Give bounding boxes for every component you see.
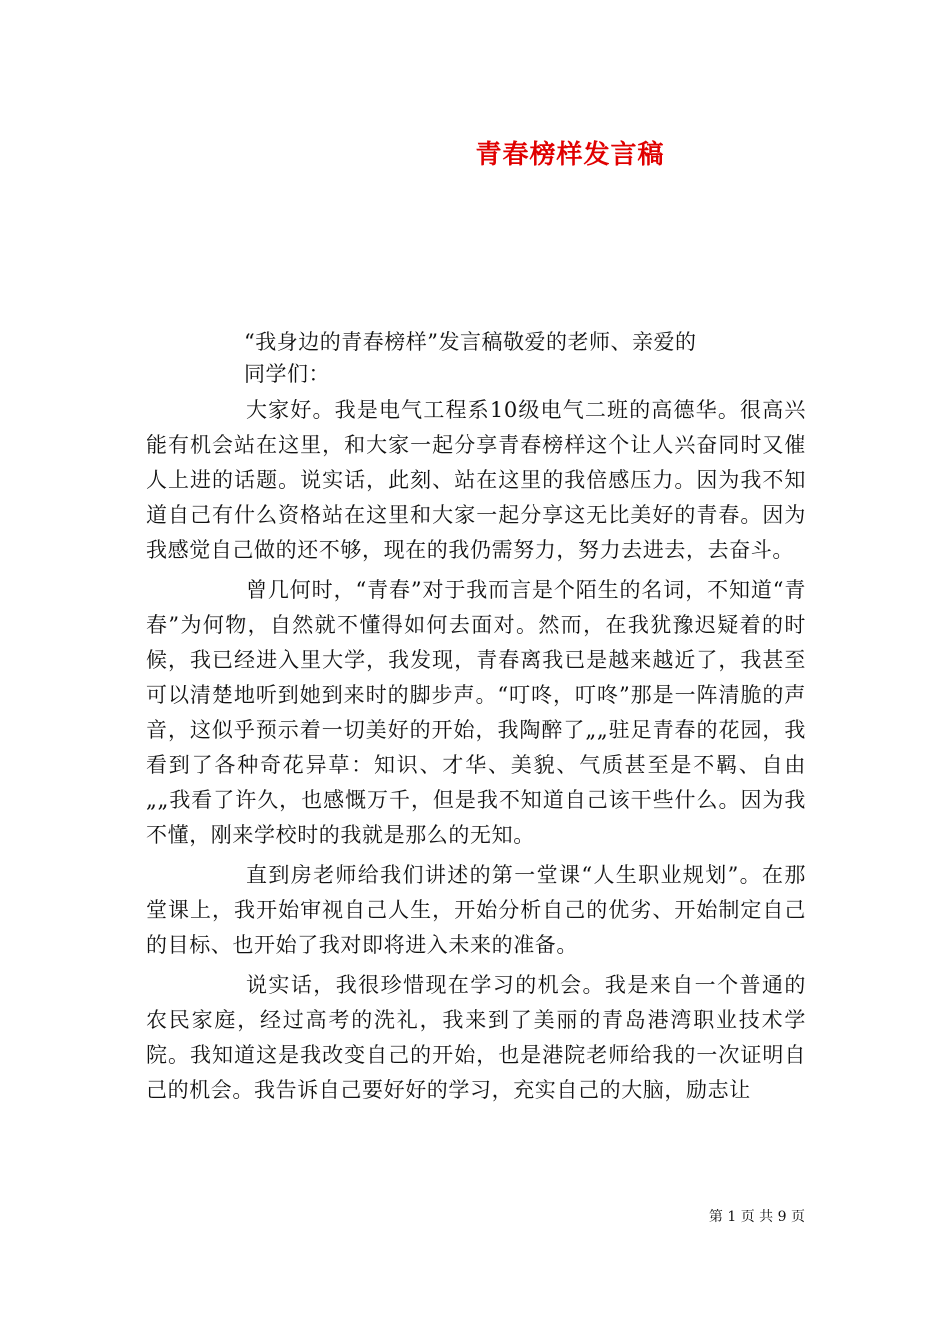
- paragraph-1: 大家好。我是电气工程系10级电气二班的高德华。很高兴能有机会站在这里，和大家一起分享青春榜样这个让人兴奋同时又催人上进的话题。说实话，此刻、站在这里的我倍感压力。因为我不知道自己有什么资格站在这里和大家一起分享这无比美好的青春。因为我感觉自己做的还不够，现在的我仍需努力，努力去进去，去奋斗。: [146, 398, 806, 562]
- speech-heading: [244, 326, 824, 390]
- document-title: 青春榜样发言稿: [475, 140, 665, 170]
- page-number-footer: 第 1 页 共 9 页: [708, 1209, 805, 1225]
- document-body: [146, 393, 806, 1113]
- speech-heading-line-1: “我身边的青春榜样”发言稿敬爱的老师、亲爱的: [244, 330, 697, 354]
- paragraph-3: 直到房老师给我们讲述的第一堂课“人生职业规划”。在那堂课上，我开始审视自己人生，开始分析自己的优劣、开始制定自己的目标、也开始了我对即将进入未来的准备。: [146, 863, 806, 957]
- paragraph-2: 曾几何时，“青春”对于我而言是个陌生的名词，不知道“青春”为何物，自然就不懂得如何去面对。然而，在我犹豫迟疑着的时候，我已经进入里大学，我发现，青春离我已是越来越近了，我甚至可以清楚地听到她到来时的脚步声。“叮咚，叮咚”那是一阵清脆的声音，这似乎预示着一切美好的开始，我陶醉了„„驻足青春的花园，我看到了各种奇花异草：知识、才华、美貌、气质甚至是不羁、自由„„我看了许久，也感慨万千，但是我不知道自己该干些什么。因为我不懂，刚来学校时的我就是那么的无知。: [146, 578, 806, 847]
- paragraph-4: 说实话，我很珍惜现在学习的机会。我是来自一个普通的农民家庭，经过高考的洗礼，我来到了美丽的青岛港湾职业技术学院。我知道这是我改变自己的开始，也是港院老师给我的一次证明自己的机会。我告诉自己要好好的学习，充实自己的大脑，励志让: [146, 973, 806, 1102]
- speech-heading-line-2: 同学们：: [244, 362, 330, 386]
